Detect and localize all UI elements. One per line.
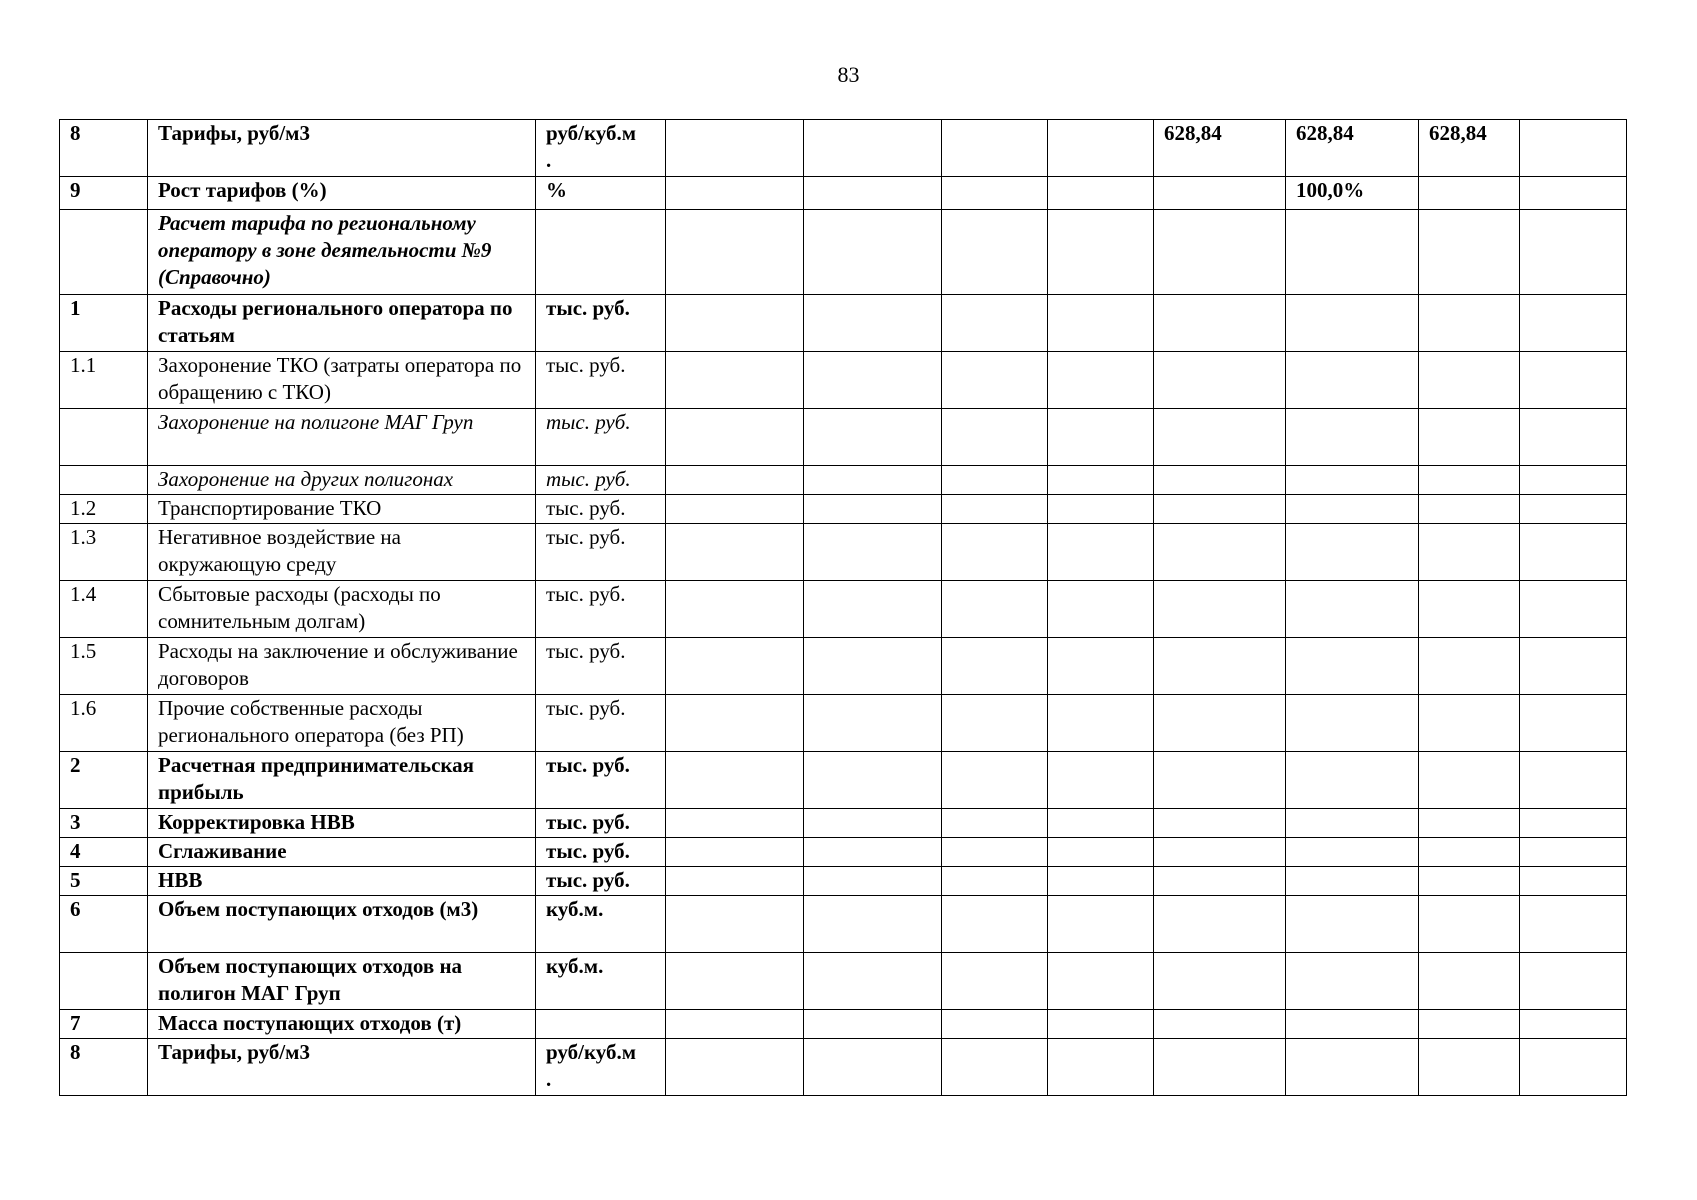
value-cell xyxy=(1520,695,1627,752)
value-cell xyxy=(804,177,942,210)
value-cell xyxy=(942,120,1048,177)
value-cell xyxy=(1048,466,1154,495)
value-cell xyxy=(804,638,942,695)
row-unit-cell: тыс. руб. xyxy=(536,466,666,495)
value-cell xyxy=(1286,867,1419,896)
value-cell xyxy=(666,809,804,838)
value-cell xyxy=(1048,752,1154,809)
value-cell xyxy=(1520,581,1627,638)
row-number-cell xyxy=(60,466,148,495)
value-cell xyxy=(1154,809,1286,838)
table-row xyxy=(60,638,1627,695)
row-name-cell: НВВ xyxy=(148,867,536,896)
value-cell xyxy=(804,120,942,177)
value-cell xyxy=(1520,896,1627,953)
value-cell xyxy=(1048,1010,1154,1039)
row-name-cell: Негативное воздействие на окружающую среду xyxy=(148,524,536,581)
table-row xyxy=(60,695,1627,752)
value-cell xyxy=(666,638,804,695)
table-row xyxy=(60,295,1627,352)
value-cell xyxy=(1419,466,1520,495)
row-number-cell xyxy=(60,953,148,1010)
value-cell xyxy=(1520,495,1627,524)
value-cell xyxy=(1286,524,1419,581)
row-number-cell xyxy=(60,409,148,466)
value-cell xyxy=(1286,953,1419,1010)
value-cell xyxy=(942,838,1048,867)
table-row xyxy=(60,495,1627,524)
value-cell xyxy=(804,867,942,896)
tariff-table xyxy=(59,119,1627,1096)
row-number-cell: 1.2 xyxy=(60,495,148,524)
row-name-cell: Расчет тарифа по региональному оператору в зоне деятельности №9 (Справочно) xyxy=(148,210,536,295)
value-cell xyxy=(1154,1010,1286,1039)
value-cell xyxy=(666,295,804,352)
row-unit-cell xyxy=(536,210,666,295)
value-cell xyxy=(1286,1039,1419,1096)
value-cell xyxy=(942,1039,1048,1096)
row-name-cell: Сглаживание xyxy=(148,838,536,867)
table-row xyxy=(60,352,1627,409)
row-name-cell: Объем поступающих отходов на полигон МАГ Груп xyxy=(148,953,536,1010)
value-cell xyxy=(1520,953,1627,1010)
value-cell xyxy=(942,295,1048,352)
value-cell xyxy=(942,352,1048,409)
row-number-cell: 1.3 xyxy=(60,524,148,581)
value-cell xyxy=(942,177,1048,210)
table-row xyxy=(60,409,1627,466)
row-name-cell: Захоронение ТКО (затраты оператора по обращению с ТКО) xyxy=(148,352,536,409)
value-cell xyxy=(1154,466,1286,495)
value-cell xyxy=(942,695,1048,752)
value-cell xyxy=(1048,1039,1154,1096)
table-row xyxy=(60,466,1627,495)
value-cell xyxy=(942,809,1048,838)
value-cell xyxy=(1286,638,1419,695)
row-number-cell: 7 xyxy=(60,1010,148,1039)
row-unit-cell: тыс. руб. xyxy=(536,867,666,896)
value-cell xyxy=(1419,295,1520,352)
value-cell xyxy=(1048,896,1154,953)
table-row xyxy=(60,1010,1627,1039)
value-cell xyxy=(1520,466,1627,495)
value-cell xyxy=(1419,838,1520,867)
value-cell xyxy=(942,495,1048,524)
value-cell xyxy=(1419,581,1520,638)
value-cell xyxy=(666,495,804,524)
row-number-cell: 4 xyxy=(60,838,148,867)
value-cell xyxy=(942,638,1048,695)
value-cell xyxy=(666,752,804,809)
value-cell xyxy=(1419,352,1520,409)
value-cell xyxy=(1286,838,1419,867)
value-cell xyxy=(804,409,942,466)
value-cell xyxy=(804,752,942,809)
value-cell xyxy=(666,352,804,409)
row-unit-cell: тыс. руб. xyxy=(536,581,666,638)
value-cell xyxy=(1419,896,1520,953)
value-cell xyxy=(942,524,1048,581)
value-cell xyxy=(1048,120,1154,177)
value-cell xyxy=(1048,695,1154,752)
row-unit-cell: куб.м. xyxy=(536,896,666,953)
row-unit-cell xyxy=(536,1010,666,1039)
value-cell xyxy=(1286,809,1419,838)
table-row xyxy=(60,838,1627,867)
value-cell xyxy=(1286,495,1419,524)
row-unit-cell: руб/куб.м . xyxy=(536,1039,666,1096)
value-cell xyxy=(1154,495,1286,524)
value-cell xyxy=(1154,752,1286,809)
value-cell xyxy=(1520,177,1627,210)
value-cell xyxy=(1154,1039,1286,1096)
value-cell xyxy=(942,1010,1048,1039)
row-unit-cell: тыс. руб. xyxy=(536,295,666,352)
value-cell xyxy=(1048,953,1154,1010)
value-cell xyxy=(666,838,804,867)
row-number-cell: 3 xyxy=(60,809,148,838)
row-number-cell xyxy=(60,210,148,295)
value-cell xyxy=(1048,495,1154,524)
value-cell xyxy=(666,210,804,295)
value-cell xyxy=(1419,495,1520,524)
row-number-cell: 1.6 xyxy=(60,695,148,752)
value-cell xyxy=(1048,295,1154,352)
table-row xyxy=(60,867,1627,896)
value-cell xyxy=(1154,838,1286,867)
row-unit-cell: тыс. руб. xyxy=(536,838,666,867)
value-cell xyxy=(804,896,942,953)
value-cell xyxy=(1154,638,1286,695)
value-cell xyxy=(1520,295,1627,352)
value-cell xyxy=(1419,1010,1520,1039)
row-name-cell: Сбытовые расходы (расходы по сомнительным долгам) xyxy=(148,581,536,638)
row-unit-cell: тыс. руб. xyxy=(536,752,666,809)
value-cell xyxy=(804,295,942,352)
value-cell xyxy=(1154,896,1286,953)
row-name-cell: Захоронение на других полигонах xyxy=(148,466,536,495)
table-row xyxy=(60,752,1627,809)
page-number: 83 xyxy=(837,62,860,87)
value-cell xyxy=(1048,638,1154,695)
value-cell xyxy=(1048,409,1154,466)
value-cell xyxy=(1286,752,1419,809)
row-number-cell: 1 xyxy=(60,295,148,352)
row-number-cell: 8 xyxy=(60,1039,148,1096)
row-unit-cell: куб.м. xyxy=(536,953,666,1010)
value-cell xyxy=(942,210,1048,295)
row-unit-cell: тыс. руб. xyxy=(536,695,666,752)
value-cell xyxy=(804,953,942,1010)
value-cell xyxy=(1048,809,1154,838)
value-cell xyxy=(1419,809,1520,838)
value-cell xyxy=(1419,638,1520,695)
row-number-cell: 1.4 xyxy=(60,581,148,638)
table-row xyxy=(60,809,1627,838)
value-cell xyxy=(1520,809,1627,838)
value-cell xyxy=(804,809,942,838)
value-cell xyxy=(1520,1010,1627,1039)
value-cell xyxy=(1520,352,1627,409)
value-cell xyxy=(666,896,804,953)
value-cell xyxy=(942,409,1048,466)
value-cell xyxy=(804,1010,942,1039)
row-name-cell: Тарифы, руб/м3 xyxy=(148,120,536,177)
value-cell xyxy=(666,581,804,638)
value-cell xyxy=(666,695,804,752)
row-number-cell: 5 xyxy=(60,867,148,896)
value-cell xyxy=(1419,953,1520,1010)
value-cell: 628,84 xyxy=(1419,120,1520,177)
value-cell xyxy=(666,953,804,1010)
table-row xyxy=(60,210,1627,295)
row-number-cell: 2 xyxy=(60,752,148,809)
table-row xyxy=(60,896,1627,953)
row-number-cell: 6 xyxy=(60,896,148,953)
value-cell xyxy=(1048,177,1154,210)
value-cell xyxy=(942,867,1048,896)
value-cell: 100,0% xyxy=(1286,177,1419,210)
value-cell xyxy=(1419,695,1520,752)
value-cell xyxy=(1154,352,1286,409)
value-cell xyxy=(1048,352,1154,409)
value-cell xyxy=(1048,524,1154,581)
value-cell xyxy=(1048,581,1154,638)
value-cell xyxy=(666,409,804,466)
value-cell xyxy=(1520,1039,1627,1096)
value-cell xyxy=(1520,210,1627,295)
row-name-cell: Масса поступающих отходов (т) xyxy=(148,1010,536,1039)
row-name-cell: Тарифы, руб/м3 xyxy=(148,1039,536,1096)
value-cell xyxy=(1286,295,1419,352)
value-cell xyxy=(1520,409,1627,466)
value-cell xyxy=(1286,210,1419,295)
value-cell xyxy=(804,495,942,524)
value-cell xyxy=(1520,524,1627,581)
value-cell xyxy=(666,867,804,896)
value-cell xyxy=(1419,409,1520,466)
value-cell xyxy=(1154,581,1286,638)
value-cell xyxy=(666,1039,804,1096)
value-cell xyxy=(1154,177,1286,210)
value-cell xyxy=(1286,896,1419,953)
value-cell xyxy=(1419,210,1520,295)
value-cell xyxy=(666,177,804,210)
value-cell xyxy=(942,466,1048,495)
row-number-cell: 8 xyxy=(60,120,148,177)
value-cell xyxy=(1286,352,1419,409)
table-row xyxy=(60,581,1627,638)
value-cell xyxy=(1286,581,1419,638)
value-cell xyxy=(942,581,1048,638)
row-unit-cell: тыс. руб. xyxy=(536,495,666,524)
value-cell xyxy=(1286,695,1419,752)
value-cell xyxy=(666,524,804,581)
row-unit-cell: тыс. руб. xyxy=(536,809,666,838)
value-cell xyxy=(942,953,1048,1010)
value-cell xyxy=(1154,524,1286,581)
value-cell: 628,84 xyxy=(1286,120,1419,177)
row-name-cell: Прочие собственные расходы регионального оператора (без РП) xyxy=(148,695,536,752)
value-cell xyxy=(1048,838,1154,867)
value-cell: 628,84 xyxy=(1154,120,1286,177)
table-row xyxy=(60,524,1627,581)
row-unit-cell: тыс. руб. xyxy=(536,524,666,581)
table-row xyxy=(60,1039,1627,1096)
row-number-cell: 9 xyxy=(60,177,148,210)
table-row xyxy=(60,953,1627,1010)
value-cell xyxy=(1419,524,1520,581)
value-cell xyxy=(666,466,804,495)
value-cell xyxy=(1419,177,1520,210)
row-unit-cell: % xyxy=(536,177,666,210)
value-cell xyxy=(942,752,1048,809)
value-cell xyxy=(666,1010,804,1039)
row-number-cell: 1.5 xyxy=(60,638,148,695)
value-cell xyxy=(1520,838,1627,867)
value-cell xyxy=(666,120,804,177)
row-name-cell: Транспортирование ТКО xyxy=(148,495,536,524)
value-cell xyxy=(1048,867,1154,896)
row-name-cell: Расходы регионального оператора по статьям xyxy=(148,295,536,352)
value-cell xyxy=(804,210,942,295)
row-name-cell: Захоронение на полигоне МАГ Груп xyxy=(148,409,536,466)
value-cell xyxy=(1520,120,1627,177)
value-cell xyxy=(1154,867,1286,896)
row-number-cell: 1.1 xyxy=(60,352,148,409)
value-cell xyxy=(1286,466,1419,495)
value-cell xyxy=(1520,752,1627,809)
value-cell xyxy=(942,896,1048,953)
value-cell xyxy=(1419,752,1520,809)
value-cell xyxy=(1286,1010,1419,1039)
value-cell xyxy=(1286,409,1419,466)
value-cell xyxy=(1154,295,1286,352)
value-cell xyxy=(1154,695,1286,752)
row-unit-cell: руб/куб.м . xyxy=(536,120,666,177)
row-unit-cell: тыс. руб. xyxy=(536,352,666,409)
value-cell xyxy=(804,838,942,867)
row-name-cell: Объем поступающих отходов (м3) xyxy=(148,896,536,953)
table-row xyxy=(60,120,1627,177)
value-cell xyxy=(1048,210,1154,295)
value-cell xyxy=(804,352,942,409)
value-cell xyxy=(804,581,942,638)
value-cell xyxy=(804,524,942,581)
table-body xyxy=(60,120,1627,1096)
value-cell xyxy=(804,466,942,495)
value-cell xyxy=(1154,953,1286,1010)
row-name-cell: Расчетная предпринимательская прибыль xyxy=(148,752,536,809)
value-cell xyxy=(804,695,942,752)
value-cell xyxy=(1520,867,1627,896)
value-cell xyxy=(1419,867,1520,896)
value-cell xyxy=(1154,409,1286,466)
value-cell xyxy=(1154,210,1286,295)
value-cell xyxy=(1419,1039,1520,1096)
row-unit-cell: тыс. руб. xyxy=(536,638,666,695)
value-cell xyxy=(1520,638,1627,695)
value-cell xyxy=(804,1039,942,1096)
table-row xyxy=(60,177,1627,210)
row-name-cell: Расходы на заключение и обслуживание договоров xyxy=(148,638,536,695)
row-unit-cell: тыс. руб. xyxy=(536,409,666,466)
row-name-cell: Рост тарифов (%) xyxy=(148,177,536,210)
row-name-cell: Корректировка НВВ xyxy=(148,809,536,838)
